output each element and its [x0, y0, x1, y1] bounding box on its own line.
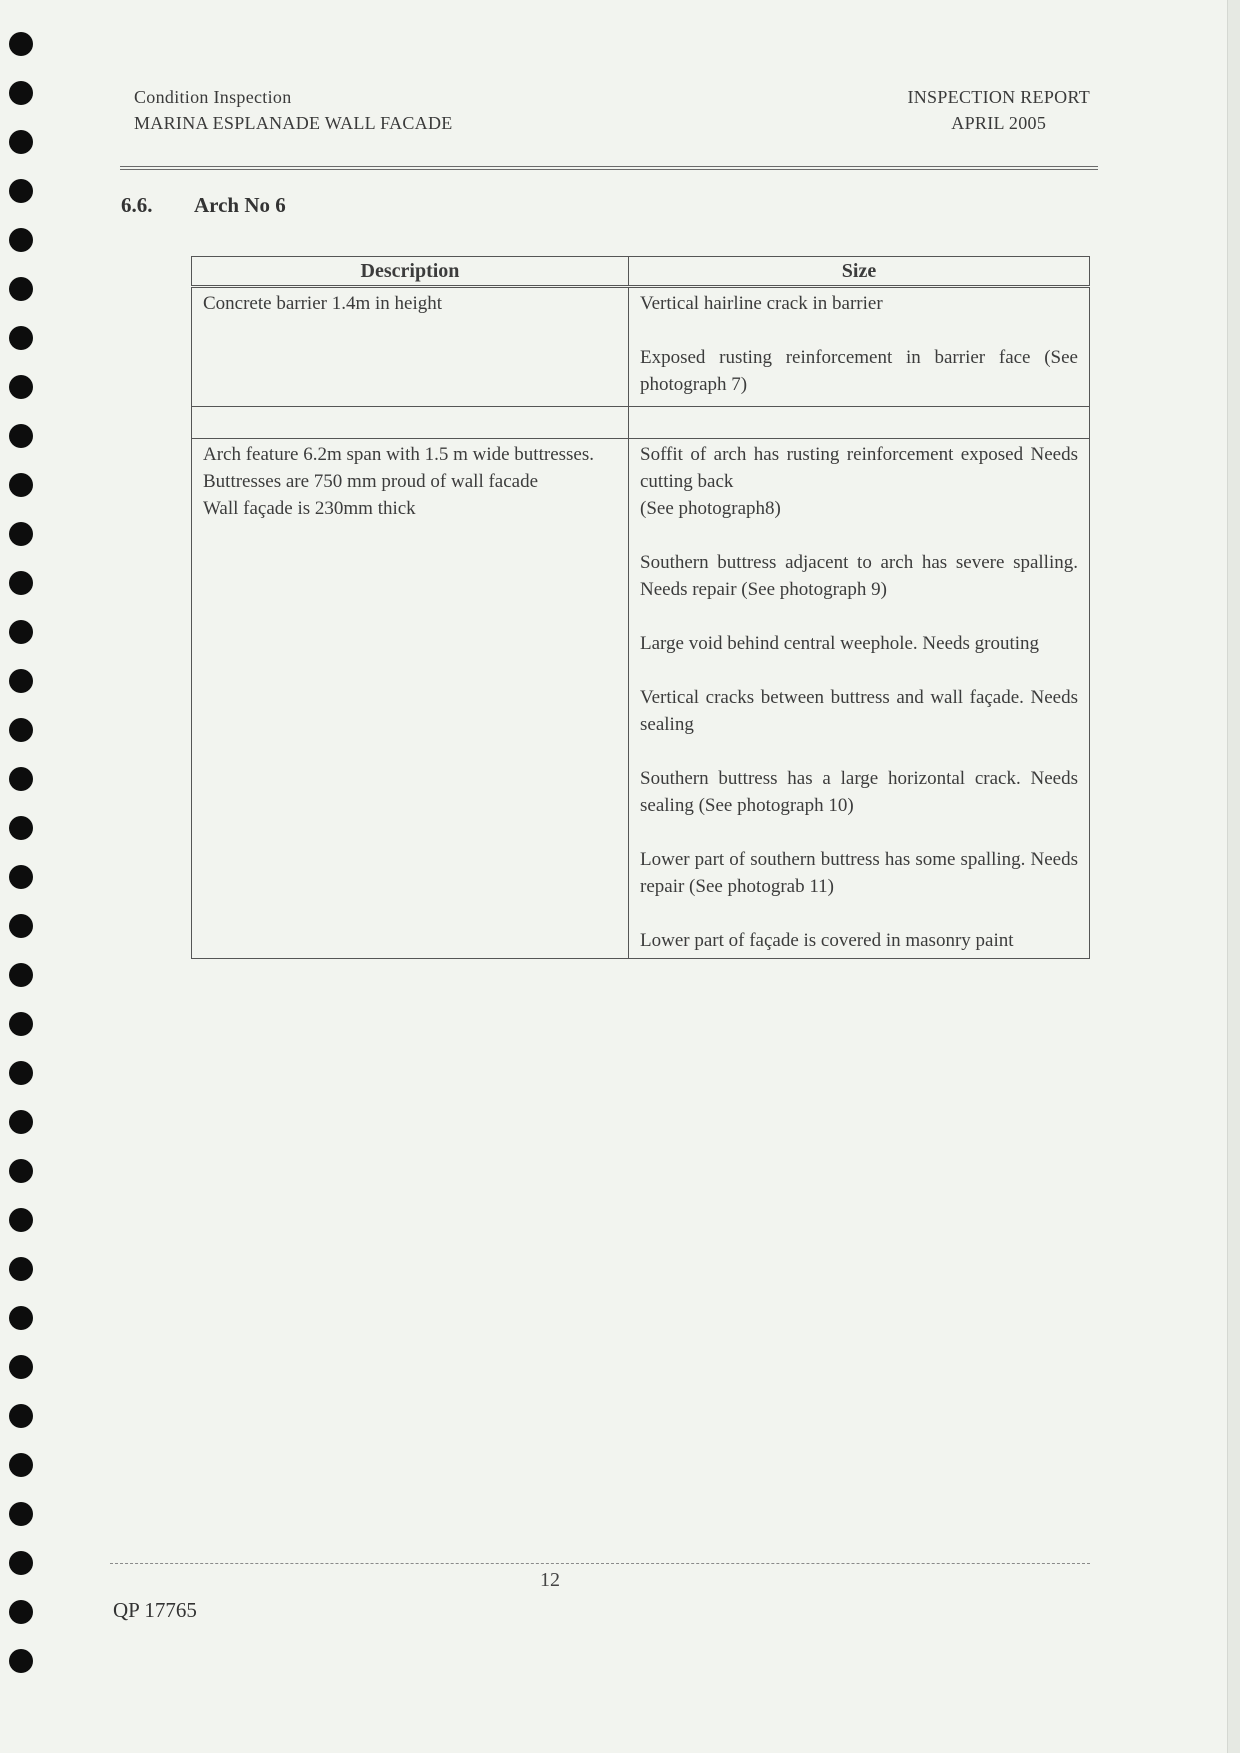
binding-hole	[9, 326, 33, 350]
binding-hole	[9, 718, 33, 742]
binding-hole	[9, 767, 33, 791]
header-report-date: APRIL 2005	[951, 113, 1047, 133]
header-project-name: MARINA ESPLANADE WALL FACADE	[134, 113, 453, 133]
binding-hole	[9, 1012, 33, 1036]
column-header-description: Description	[192, 257, 629, 287]
binding-hole	[9, 963, 33, 987]
table-row-empty	[192, 407, 1090, 439]
binding-hole	[9, 1306, 33, 1330]
binding-hole	[9, 1110, 33, 1134]
binding-hole	[9, 1502, 33, 1526]
report-header-left	[134, 84, 453, 136]
binding-hole	[9, 1257, 33, 1281]
table-row	[192, 287, 1090, 407]
binding-hole	[9, 620, 33, 644]
table-header-row	[192, 257, 1090, 287]
binding-hole	[9, 32, 33, 56]
footer-divider	[110, 1563, 1090, 1564]
size-text: Southern buttress adjacent to arch has severe spalling. Needs repair (See photograph 9)	[640, 552, 1078, 600]
header-divider	[120, 166, 1098, 170]
binding-hole	[9, 669, 33, 693]
size-text: Vertical cracks between buttress and wall façade. Needs sealing	[640, 687, 1078, 735]
binding-hole	[9, 375, 33, 399]
size-cell	[629, 439, 1090, 959]
description-cell	[192, 287, 629, 407]
size-text: Soffit of arch has rusting reinforcement exposed Needs cutting back	[640, 444, 1078, 492]
binding-hole	[9, 1453, 33, 1477]
inspection-table	[191, 256, 1090, 959]
binding-hole	[9, 179, 33, 203]
size-cell-empty	[629, 407, 1090, 439]
binding-hole	[9, 571, 33, 595]
page-number: 12	[540, 1569, 560, 1591]
binding-hole	[9, 1404, 33, 1428]
size-cell	[629, 287, 1090, 407]
size-text: Vertical hairline crack in barrier	[640, 293, 883, 314]
binding-hole	[9, 1600, 33, 1624]
binding-hole	[9, 1061, 33, 1085]
header-report-type: INSPECTION REPORT	[907, 87, 1090, 107]
binding-hole	[9, 816, 33, 840]
section-heading	[121, 193, 286, 218]
description-text: Concrete barrier 1.4m in height	[203, 293, 443, 314]
description-text: Wall façade is 230mm thick	[203, 498, 416, 519]
binding-hole	[9, 1208, 33, 1232]
column-header-size: Size	[629, 257, 1090, 287]
size-text: Lower part of façade is covered in masonry paint	[640, 930, 1014, 951]
table-row	[192, 439, 1090, 959]
size-text: Exposed rusting reinforcement in barrier face (See photograph 7)	[640, 347, 1078, 395]
section-title: Arch No 6	[194, 193, 286, 217]
binding-hole	[9, 277, 33, 301]
size-text: Lower part of southern buttress has some spalling. Needs repair (See photograb 11)	[640, 849, 1078, 897]
section-number: 6.6.	[121, 193, 153, 217]
binding-hole	[9, 522, 33, 546]
binding-hole	[9, 1159, 33, 1183]
binding-hole	[9, 81, 33, 105]
binding-hole	[9, 130, 33, 154]
page-edge	[1227, 0, 1240, 1753]
binding-hole	[9, 228, 33, 252]
binding-hole	[9, 1551, 33, 1575]
description-cell-empty	[192, 407, 629, 439]
description-cell	[192, 439, 629, 959]
size-text: Large void behind central weephole. Needs grouting	[640, 633, 1040, 654]
binding-hole	[9, 1649, 33, 1673]
binding-hole	[9, 424, 33, 448]
report-header-right	[907, 84, 1090, 136]
binding-holes	[9, 32, 33, 1698]
binding-hole	[9, 865, 33, 889]
binding-hole	[9, 473, 33, 497]
document-reference: QP 17765	[113, 1598, 197, 1622]
size-text: (See photograph8)	[640, 498, 781, 519]
binding-hole	[9, 914, 33, 938]
header-subtitle: Condition Inspection	[134, 87, 292, 107]
size-text: Southern buttress has a large horizontal crack. Needs sealing (See photograph 10)	[640, 768, 1078, 816]
description-text: Arch feature 6.2m span with 1.5 m wide buttresses. Buttresses are 750 mm proud of wall facade	[203, 444, 594, 492]
binding-hole	[9, 1355, 33, 1379]
